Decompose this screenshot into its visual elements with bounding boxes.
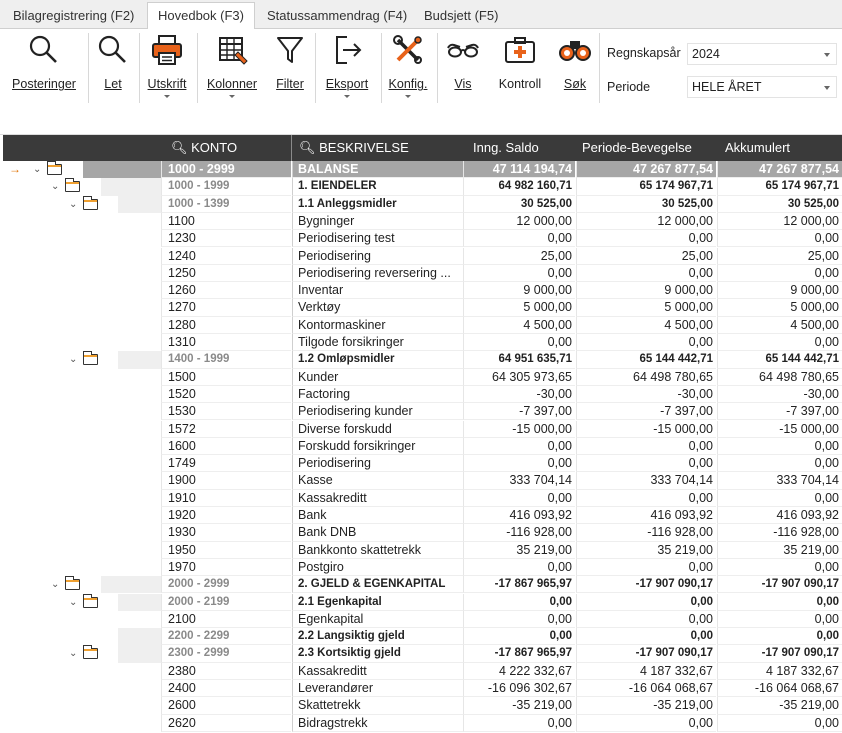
inng-saldo-cell: 0,00 [463, 594, 575, 611]
beskrivelse-cell: Kunder [292, 369, 463, 386]
konfig-button[interactable] [384, 29, 432, 135]
beskrivelse-cell: Periodisering kunder [292, 403, 463, 420]
inng-saldo-cell: -7 397,00 [463, 403, 575, 420]
inng-saldo-cell: 0,00 [463, 611, 575, 628]
filter-label: Filter [276, 77, 304, 91]
let-button[interactable] [92, 29, 134, 135]
inng-saldo-cell: 0,00 [463, 334, 575, 351]
konto-cell: 1230 [161, 230, 291, 247]
konto-cell: 1000 - 1399 [161, 196, 291, 213]
inng-saldo-cell: 5 000,00 [463, 299, 575, 316]
beskrivelse-cell: Diverse forskudd [292, 421, 463, 438]
table-row[interactable] [3, 490, 842, 507]
beskrivelse-cell: Bidragstrekk [292, 715, 463, 732]
chevron-down-icon [405, 95, 411, 98]
table-row[interactable] [3, 178, 842, 195]
chevron-down-icon[interactable]: ⌄ [69, 648, 78, 660]
table-row[interactable] [3, 438, 842, 455]
ribbon-separator [599, 33, 600, 103]
folder-icon [65, 181, 80, 192]
akkumulert-column-header[interactable]: Akkumulert [725, 140, 791, 155]
konto-cell: 1970 [161, 559, 291, 576]
konto-cell: 1600 [161, 438, 291, 455]
search-icon: 🔍︎ [299, 140, 316, 155]
table-row[interactable] [3, 369, 842, 386]
akkumulert-cell: 65 144 442,71 [717, 351, 842, 368]
beskrivelse-cell: Inventar [292, 282, 463, 299]
akkumulert-cell: 0,00 [717, 334, 842, 351]
beskrivelse-cell: Bankkonto skattetrekk [292, 542, 463, 559]
regnskapsar-label: Regnskapsår [607, 46, 681, 60]
table-row[interactable] [3, 455, 842, 472]
table-row[interactable] [3, 334, 842, 351]
table-row[interactable] [3, 542, 842, 559]
row-tree-shade [118, 645, 161, 662]
inng-saldo-cell: 0,00 [463, 559, 575, 576]
row-tree-shade [101, 178, 161, 195]
table-row[interactable] [3, 645, 842, 662]
magnifier-icon [26, 32, 62, 68]
folder-icon [83, 648, 98, 659]
periode-bevegelse-cell: 0,00 [576, 455, 716, 472]
periode-bevegelse-cell: 0,00 [576, 265, 716, 282]
periode-bevegelse-cell: 65 144 442,71 [576, 351, 716, 368]
konto-cell: 1310 [161, 334, 291, 351]
konto-cell: 2200 - 2299 [161, 628, 291, 645]
konto-cell: 1930 [161, 524, 291, 541]
akkumulert-cell: 4 500,00 [717, 317, 842, 334]
konto-cell: 1530 [161, 403, 291, 420]
beskrivelse-cell: Factoring [292, 386, 463, 403]
akkumulert-cell: 12 000,00 [717, 213, 842, 230]
akkumulert-cell: 416 093,92 [717, 507, 842, 524]
kolonner-label: Kolonner [206, 77, 258, 91]
inng-saldo-cell: 30 525,00 [463, 196, 575, 213]
inng-saldo-cell: 0,00 [463, 628, 575, 645]
beskrivelse-cell: Tilgode forsikringer [292, 334, 463, 351]
search-icon: 🔍︎ [171, 140, 188, 155]
beskrivelse-cell: 1.2 Omløpsmidler [292, 351, 463, 368]
regnskapsar-value: 2024 [692, 47, 720, 61]
binoculars-icon [557, 32, 593, 68]
inng-saldo-cell: -17 867 965,97 [463, 645, 575, 662]
chevron-down-icon [344, 95, 350, 98]
glasses-icon [445, 32, 481, 68]
chevron-down-icon [164, 95, 170, 98]
periode-bevegelse-cell: -7 397,00 [576, 403, 716, 420]
tab-bar [0, 0, 842, 29]
tab-budsjett[interactable]: Budsjett (F5) [424, 8, 499, 23]
konto-cell: 1000 - 2999 [161, 161, 291, 178]
periode-bevegelse-cell: -17 907 090,17 [576, 645, 716, 662]
inng-saldo-cell: -35 219,00 [463, 697, 575, 714]
akkumulert-cell: -17 907 090,17 [717, 645, 842, 662]
tools-icon [390, 32, 426, 68]
chevron-down-icon [824, 53, 830, 57]
ribbon-separator [139, 33, 140, 103]
export-arrow-icon [329, 32, 365, 68]
tab-hovedbok[interactable]: Hovedbok (F3) [147, 2, 255, 30]
filter-button[interactable] [270, 29, 310, 135]
beskrivelse-cell: Postgiro [292, 559, 463, 576]
inng-saldo-cell: 12 000,00 [463, 213, 575, 230]
beskrivelse-cell: BALANSE [292, 161, 463, 178]
akkumulert-cell: 0,00 [717, 628, 842, 645]
inng-saldo-cell: 25,00 [463, 248, 575, 265]
chevron-down-icon[interactable]: ⌄ [51, 579, 60, 591]
beskrivelse-header-label: BESKRIVELSE [319, 140, 409, 155]
konto-cell: 1280 [161, 317, 291, 334]
chevron-down-icon[interactable]: ⌄ [33, 164, 42, 175]
table-row[interactable] [3, 403, 842, 420]
akkumulert-cell: 0,00 [717, 230, 842, 247]
akkumulert-cell: -16 064 068,67 [717, 680, 842, 697]
akkumulert-cell: 0,00 [717, 594, 842, 611]
posteringer-button[interactable] [4, 29, 84, 135]
magnifier-icon [95, 32, 131, 68]
inng-saldo-cell: 0,00 [463, 230, 575, 247]
header-divider [291, 135, 292, 161]
inng-saldo-cell: 4 500,00 [463, 317, 575, 334]
konto-cell: 2600 [161, 697, 291, 714]
eksport-label: Eksport [325, 77, 369, 91]
konto-cell: 1270 [161, 299, 291, 316]
table-row[interactable] [3, 611, 842, 628]
konto-cell: 1950 [161, 542, 291, 559]
konto-cell: 1910 [161, 490, 291, 507]
inng-saldo-cell: -17 867 965,97 [463, 576, 575, 593]
periode-bevegelse-cell: 0,00 [576, 230, 716, 247]
inng-saldo-cell: 416 093,92 [463, 507, 575, 524]
tab-bilagregistrering[interactable]: Bilagregistrering (F2) [13, 8, 135, 23]
funnel-icon [272, 32, 308, 68]
inng-saldo-cell: 0,00 [463, 455, 575, 472]
beskrivelse-cell: Bank [292, 507, 463, 524]
row-tree-shade [101, 576, 161, 593]
periode-bevegelse-cell: 333 704,14 [576, 472, 716, 489]
inng-saldo-column-header[interactable]: Inng. Saldo [473, 140, 539, 155]
akkumulert-cell: 47 267 877,54 [717, 161, 842, 178]
inng-saldo-cell: -16 096 302,67 [463, 680, 575, 697]
konto-cell: 2620 [161, 715, 291, 732]
table-row[interactable] [3, 386, 842, 403]
folder-icon [83, 354, 98, 365]
chevron-down-icon [229, 95, 235, 98]
akkumulert-cell: 65 174 967,71 [717, 178, 842, 195]
periode-bevegelse-cell: 65 174 967,71 [576, 178, 716, 195]
table-row[interactable] [3, 663, 842, 680]
table-row[interactable] [3, 697, 842, 714]
inng-saldo-cell: 9 000,00 [463, 282, 575, 299]
periode-bevegelse-cell: -17 907 090,17 [576, 576, 716, 593]
inng-saldo-cell: 0,00 [463, 715, 575, 732]
beskrivelse-cell: 1.1 Anleggsmidler [292, 196, 463, 213]
beskrivelse-cell: Forskudd forsikringer [292, 438, 463, 455]
konto-column-header[interactable] [171, 135, 237, 161]
periode-bevegelse-cell: 47 267 877,54 [576, 161, 716, 178]
let-label: Let [104, 77, 122, 91]
table-row[interactable] [3, 559, 842, 576]
chevron-down-icon [824, 86, 830, 90]
utskrift-button[interactable] [142, 29, 192, 135]
inng-saldo-cell: 64 982 160,71 [463, 178, 575, 195]
periode-bevegelse-cell: 30 525,00 [576, 196, 716, 213]
account-tree-grid [3, 135, 842, 733]
inng-saldo-cell: -15 000,00 [463, 421, 575, 438]
kontroll-label: Kontroll [498, 77, 542, 91]
akkumulert-cell: 0,00 [717, 559, 842, 576]
ribbon-separator [88, 33, 89, 103]
table-row[interactable] [3, 594, 842, 611]
folder-icon [83, 597, 98, 608]
table-row[interactable] [3, 351, 842, 368]
sok-label: Søk [563, 77, 587, 91]
beskrivelse-cell: Periodisering [292, 455, 463, 472]
periode-bevegelse-cell: -30,00 [576, 386, 716, 403]
periode-bevegelse-cell: 5 000,00 [576, 299, 716, 316]
beskrivelse-cell: Kassakreditt [292, 490, 463, 507]
grid-header [3, 135, 842, 161]
beskrivelse-cell: Skattetrekk [292, 697, 463, 714]
periode-bevegelse-cell: 35 219,00 [576, 542, 716, 559]
table-row[interactable] [3, 524, 842, 541]
akkumulert-cell: 0,00 [717, 455, 842, 472]
konto-cell: 2100 [161, 611, 291, 628]
periode-bevegelse-column-header[interactable]: Periode-Bevegelse [582, 140, 692, 155]
sok-button[interactable] [555, 29, 595, 135]
beskrivelse-cell: 2.3 Kortsiktig gjeld [292, 645, 463, 662]
table-row[interactable] [3, 248, 842, 265]
akkumulert-cell: 5 000,00 [717, 299, 842, 316]
inng-saldo-cell: 0,00 [463, 490, 575, 507]
periode-bevegelse-cell: 4 187 332,67 [576, 663, 716, 680]
current-row-arrow-icon: → [9, 162, 21, 176]
table-row[interactable] [3, 472, 842, 489]
periode-bevegelse-cell: 0,00 [576, 715, 716, 732]
konto-cell: 1920 [161, 507, 291, 524]
row-tree-shade [118, 594, 161, 611]
beskrivelse-cell: 2.1 Egenkapital [292, 594, 463, 611]
beskrivelse-cell: Kasse [292, 472, 463, 489]
periode-bevegelse-cell: 0,00 [576, 611, 716, 628]
table-row[interactable] [3, 265, 842, 282]
akkumulert-cell: 0,00 [717, 490, 842, 507]
beskrivelse-cell: Periodisering test [292, 230, 463, 247]
ribbon-separator [197, 33, 198, 103]
periode-bevegelse-cell: 0,00 [576, 490, 716, 507]
periode-bevegelse-cell: 64 498 780,65 [576, 369, 716, 386]
periode-bevegelse-cell: -35 219,00 [576, 697, 716, 714]
konto-cell: 1500 [161, 369, 291, 386]
inng-saldo-cell: 4 222 332,67 [463, 663, 575, 680]
table-row[interactable] [3, 230, 842, 247]
konto-cell: 1240 [161, 248, 291, 265]
beskrivelse-cell: Bank DNB [292, 524, 463, 541]
beskrivelse-cell: Verktøy [292, 299, 463, 316]
akkumulert-cell: 333 704,14 [717, 472, 842, 489]
table-row[interactable] [3, 161, 842, 178]
folder-icon [65, 579, 80, 590]
ribbon-separator [381, 33, 382, 103]
printer-icon [149, 32, 185, 68]
beskrivelse-cell: 2. GJELD & EGENKAPITAL [292, 576, 463, 593]
table-row[interactable] [3, 576, 842, 593]
akkumulert-cell: -17 907 090,17 [717, 576, 842, 593]
table-row[interactable] [3, 421, 842, 438]
table-row[interactable] [3, 628, 842, 645]
beskrivelse-cell: Periodisering reversering ... [292, 265, 463, 282]
periode-bevegelse-cell: 0,00 [576, 559, 716, 576]
periode-bevegelse-cell: 0,00 [576, 438, 716, 455]
ribbon-separator [315, 33, 316, 103]
konto-cell: 2300 - 2999 [161, 645, 291, 662]
akkumulert-cell: 35 219,00 [717, 542, 842, 559]
kolonner-button[interactable] [201, 29, 263, 135]
beskrivelse-cell: 2.2 Langsiktig gjeld [292, 628, 463, 645]
konfig-label: Konfig. [388, 77, 428, 91]
regnskapsar-select[interactable] [687, 43, 837, 65]
first-aid-kit-icon [502, 32, 538, 68]
toolbar-ribbon [0, 29, 842, 135]
table-row[interactable] [3, 680, 842, 697]
konto-cell: 1100 [161, 213, 291, 230]
akkumulert-cell: 9 000,00 [717, 282, 842, 299]
periode-bevegelse-cell: 0,00 [576, 334, 716, 351]
chevron-down-icon[interactable]: ⌄ [69, 596, 78, 608]
periode-select[interactable] [687, 76, 837, 98]
konto-cell: 1572 [161, 421, 291, 438]
periode-bevegelse-cell: 9 000,00 [576, 282, 716, 299]
periode-label: Periode [607, 80, 651, 94]
utskrift-label: Utskrift [147, 77, 187, 91]
periode-bevegelse-cell: 4 500,00 [576, 317, 716, 334]
table-row[interactable] [3, 299, 842, 316]
akkumulert-cell: 30 525,00 [717, 196, 842, 213]
row-tree-shade [118, 196, 161, 213]
periode-bevegelse-cell: 12 000,00 [576, 213, 716, 230]
inng-saldo-cell: -116 928,00 [463, 524, 575, 541]
konto-header-label: KONTO [191, 140, 238, 155]
akkumulert-cell: 0,00 [717, 265, 842, 282]
periode-bevegelse-cell: 25,00 [576, 248, 716, 265]
beskrivelse-column-header[interactable] [299, 135, 409, 161]
konto-cell: 2380 [161, 663, 291, 680]
akkumulert-cell: 25,00 [717, 248, 842, 265]
columns-grid-icon [214, 32, 250, 68]
akkumulert-cell: -116 928,00 [717, 524, 842, 541]
akkumulert-cell: 4 187 332,67 [717, 663, 842, 680]
konto-cell: 1749 [161, 455, 291, 472]
tab-statussammendrag[interactable]: Statussammendrag (F4) [267, 8, 408, 23]
inng-saldo-cell: 35 219,00 [463, 542, 575, 559]
periode-value: HELE ÅRET [692, 80, 762, 94]
inng-saldo-cell: 64 305 973,65 [463, 369, 575, 386]
posteringer-label: Posteringer [12, 77, 76, 91]
folder-icon [83, 199, 98, 210]
konto-cell: 2400 [161, 680, 291, 697]
beskrivelse-cell: 1. EIENDELER [292, 178, 463, 195]
akkumulert-cell: -15 000,00 [717, 421, 842, 438]
periode-bevegelse-cell: -15 000,00 [576, 421, 716, 438]
vis-label: Vis [454, 77, 472, 91]
beskrivelse-cell: Leverandører [292, 680, 463, 697]
vis-button[interactable] [442, 29, 484, 135]
table-row[interactable] [3, 507, 842, 524]
kontroll-button[interactable] [493, 29, 547, 135]
inng-saldo-cell: 64 951 635,71 [463, 351, 575, 368]
inng-saldo-cell: 47 114 194,74 [463, 161, 575, 178]
konto-cell: 1900 [161, 472, 291, 489]
chevron-down-icon[interactable]: ⌄ [69, 198, 78, 210]
table-row[interactable] [3, 196, 842, 213]
periode-bevegelse-cell: 416 093,92 [576, 507, 716, 524]
beskrivelse-cell: Bygninger [292, 213, 463, 230]
periode-bevegelse-cell: -16 064 068,67 [576, 680, 716, 697]
beskrivelse-cell: Kontormaskiner [292, 317, 463, 334]
akkumulert-cell: -30,00 [717, 386, 842, 403]
konto-cell: 1520 [161, 386, 291, 403]
inng-saldo-cell: -30,00 [463, 386, 575, 403]
periode-bevegelse-cell: 0,00 [576, 628, 716, 645]
akkumulert-cell: 64 498 780,65 [717, 369, 842, 386]
konto-cell: 2000 - 2199 [161, 594, 291, 611]
folder-icon [47, 164, 62, 175]
inng-saldo-cell: 0,00 [463, 265, 575, 282]
table-row[interactable] [3, 282, 842, 299]
konto-cell: 2000 - 2999 [161, 576, 291, 593]
beskrivelse-cell: Egenkapital [292, 611, 463, 628]
table-row[interactable] [3, 715, 842, 732]
row-tree-shade [118, 351, 161, 368]
beskrivelse-cell: Periodisering [292, 248, 463, 265]
akkumulert-cell: 0,00 [717, 438, 842, 455]
konto-cell: 1260 [161, 282, 291, 299]
inng-saldo-cell: 0,00 [463, 438, 575, 455]
periode-bevegelse-cell: -116 928,00 [576, 524, 716, 541]
chevron-down-icon[interactable]: ⌄ [51, 181, 60, 193]
konto-cell: 1250 [161, 265, 291, 282]
eksport-button[interactable] [320, 29, 374, 135]
inng-saldo-cell: 333 704,14 [463, 472, 575, 489]
table-row[interactable] [3, 213, 842, 230]
akkumulert-cell: 0,00 [717, 611, 842, 628]
konto-cell: 1000 - 1999 [161, 178, 291, 195]
akkumulert-cell: 0,00 [717, 715, 842, 732]
periode-bevegelse-cell: 0,00 [576, 594, 716, 611]
konto-cell: 1400 - 1999 [161, 351, 291, 368]
ribbon-separator [437, 33, 438, 103]
chevron-down-icon[interactable]: ⌄ [69, 354, 78, 366]
beskrivelse-cell: Kassakreditt [292, 663, 463, 680]
akkumulert-cell: -35 219,00 [717, 697, 842, 714]
akkumulert-cell: -7 397,00 [717, 403, 842, 420]
table-row[interactable] [3, 317, 842, 334]
row-tree-shade [118, 628, 161, 645]
row-tree-shade [83, 161, 161, 178]
